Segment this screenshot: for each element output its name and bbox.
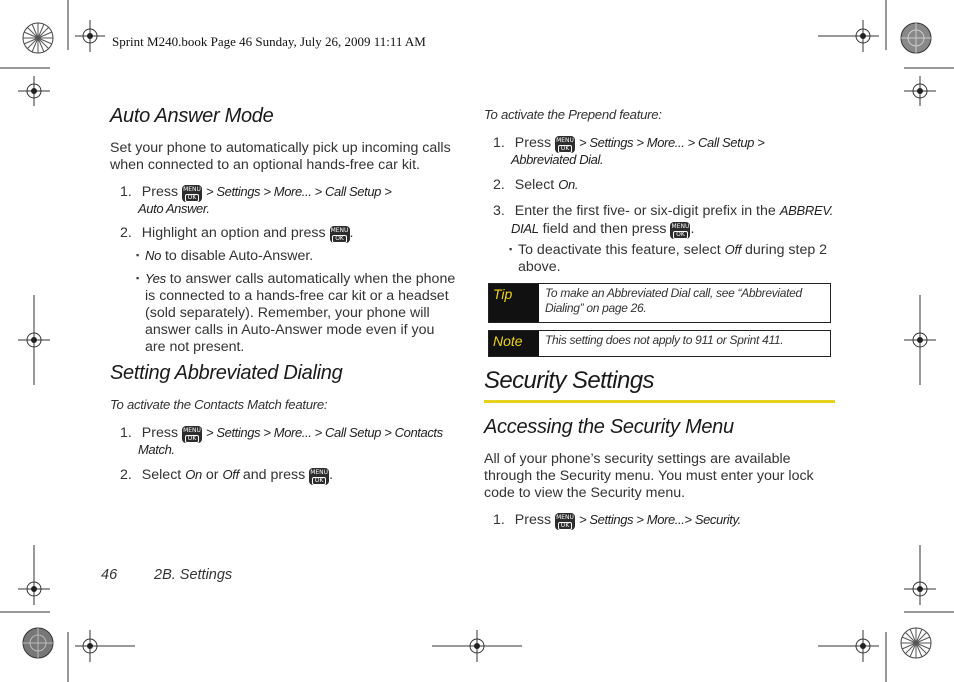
contacts-match-step-1: 1. Press MENU OK > Settings > More... > Call Setup > Contacts xyxy=(120,425,443,442)
security-settings-title: Security Settings xyxy=(484,367,654,394)
note-text: This setting does not apply to 911 or Sprint 411. xyxy=(545,333,784,347)
note-callout xyxy=(488,330,831,357)
prepend-step-3: 3. Enter the first five- or six-digit prefix in the ABBREV. DIAL field and then press MENU OK . xyxy=(493,203,834,238)
prepend-intro: To activate the Prepend feature: xyxy=(484,107,662,122)
auto-answer-heading: Auto Answer Mode xyxy=(110,105,274,127)
menu-ok-key-icon: MENU OK xyxy=(671,223,690,238)
contacts-match-intro: To activate the Contacts Match feature: xyxy=(110,397,328,412)
menu-ok-key-icon: MENU OK xyxy=(556,514,574,529)
section-name: 2B. Settings xyxy=(154,567,233,583)
prepend-deactivate-note: ▪ To deactivate this feature, select Off during step 2 above. xyxy=(518,241,827,276)
note-label: Note xyxy=(489,331,539,356)
tip-text: To make an Abbreviated Dial call, see “Abbreviated Dialing” on page 26. xyxy=(545,286,802,315)
prepend-step-2: 2. Select On. xyxy=(493,177,579,193)
auto-answer-step-1-path: Auto Answer. xyxy=(138,201,210,216)
auto-answer-step-1: 1. Press MENU OK > Settings > More... > Call Setup > xyxy=(120,184,392,201)
menu-ok-key-icon: MENU OK xyxy=(330,227,349,242)
security-menu-intro: All of your phone’s security settings are available through the Security menu. You must enter your lock code to view the Security menu. xyxy=(484,451,814,501)
tip-callout xyxy=(488,283,831,323)
contacts-match-step-2: 2. Select On or Off and press MENU OK . xyxy=(120,467,334,484)
prepend-step-1: 1. Press MENU OK > Settings > More... > Call Setup > xyxy=(493,135,765,152)
contacts-match-step-1-path: Match. xyxy=(138,442,175,457)
auto-answer-step-2: 2. Highlight an option and press MENU OK . xyxy=(120,225,354,242)
menu-ok-key-icon: MENU OK xyxy=(556,137,574,152)
auto-answer-option-yes: ▪ Yes to answer calls automatically when the phone is connected to a hands-free car kit or a headset (sold separately). Remember, your phone will answer calls in Auto-Answer mode even if you are not present. xyxy=(145,270,455,356)
menu-ok-key-icon: MENU OK xyxy=(310,469,329,484)
prepend-step-1-path: Abbreviated Dial. xyxy=(511,152,604,167)
security-menu-heading: Accessing the Security Menu xyxy=(484,416,734,438)
abbreviated-dialing-heading: Setting Abbreviated Dialing xyxy=(110,362,343,384)
security-step-1: 1. Press MENU OK > Settings > More...> Security. xyxy=(493,512,741,529)
page-number: 46 xyxy=(101,567,118,583)
tip-label: Tip xyxy=(489,284,539,322)
menu-ok-key-icon: MENU OK xyxy=(183,427,201,442)
menu-ok-key-icon: MENU OK xyxy=(183,186,201,201)
auto-answer-intro: Set your phone to automatically pick up incoming calls when connected to an optional hands-free car kit. xyxy=(110,140,451,173)
print-header: Sprint M240.book Page 46 Sunday, July 26, 2009 11:11 AM xyxy=(112,34,426,49)
auto-answer-option-no: ▪ No to disable Auto-Answer. xyxy=(145,247,313,265)
section-rule xyxy=(484,400,835,403)
